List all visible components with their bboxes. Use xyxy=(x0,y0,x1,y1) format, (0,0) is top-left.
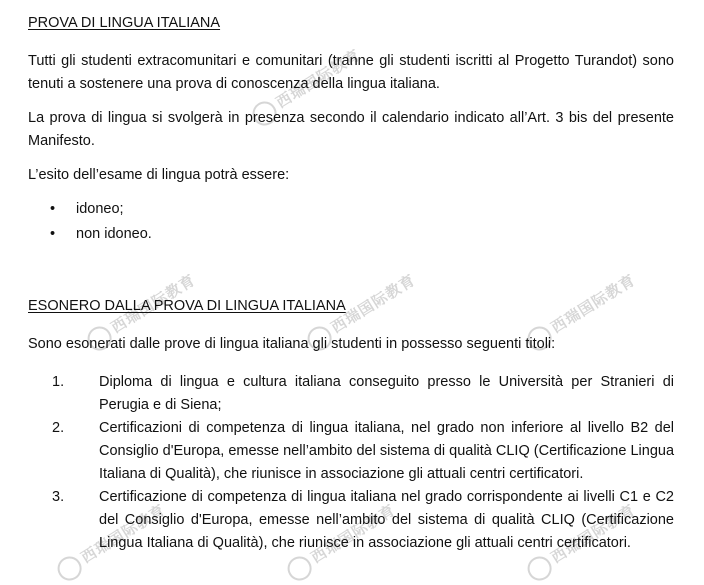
paragraph-requirement: Tutti gli studenti extracomunitari e comunitari (tranne gli studenti iscritti al Progetto Turandot) sono tenuti a sostenere una prova di conoscenza della lingua italiana. xyxy=(28,53,674,92)
watermark-text: 西瑞国际教育 xyxy=(548,271,639,337)
list-item xyxy=(28,371,674,417)
list-item xyxy=(28,486,674,555)
list-number: 1. xyxy=(52,374,65,390)
list-item xyxy=(28,223,674,248)
watermark-text: 西瑞国际教育 xyxy=(308,501,399,567)
list-item-text: Diploma di lingua e cultura italiana conseguito presso le Università per Stranieri di Perugia e di Siena; xyxy=(99,374,674,413)
watermark-logo-icon xyxy=(283,552,316,585)
watermark-logo-icon xyxy=(53,552,86,585)
outcome-list xyxy=(28,198,674,248)
list-number: 2. xyxy=(52,420,65,436)
exemption-list xyxy=(28,371,674,555)
list-item-text: idoneo; xyxy=(76,201,124,217)
watermark-text: 西瑞国际教育 xyxy=(273,46,364,112)
watermark-text: 西瑞国际教育 xyxy=(548,501,639,567)
paragraph-outcome: L’esito dell’esame di lingua potrà essere: xyxy=(28,167,290,183)
watermark-logo-icon xyxy=(523,552,556,585)
paragraph-schedule: La prova di lingua si svolgerà in presenza secondo il calendario indicato all’Art. 3 bis del presente Manifesto. xyxy=(28,110,674,149)
bullet-marker: • xyxy=(50,226,56,242)
document-page xyxy=(28,12,674,555)
watermark-text: 西瑞国际教育 xyxy=(108,271,199,337)
watermark-text: 西瑞国际教育 xyxy=(328,271,419,337)
list-item xyxy=(28,417,674,486)
bullet-marker: • xyxy=(50,201,56,217)
list-item xyxy=(28,198,674,223)
section-heading-prova: PROVA DI LINGUA ITALIANA xyxy=(28,15,221,31)
list-item-text: non idoneo. xyxy=(76,226,152,242)
list-item-text: Certificazione di competenza di lingua italiana nel grado corrispondente ai livelli C1 e C2 del Consiglio d'Europa, emesse nell’ambito del sistema di qualità CLIQ (Certificazione Lingua Italiana di Qualità), che riunisce in associazione gli attuali centri certificatori. xyxy=(99,489,674,551)
list-item-text: Certificazioni di competenza di lingua italiana, nel grado non inferiore al livello B2 del Consiglio d'Europa, emesse nell’ambito del sistema di qualità CLIQ (Certificazione Lingua Italiana di Qualità), che riunisce in associazione gli attuali centri certificatori. xyxy=(99,420,675,482)
section-spacer xyxy=(28,248,674,295)
section-heading-esonero: ESONERO DALLA PROVA DI LINGUA ITALIANA xyxy=(28,298,346,314)
paragraph-exemption-intro: Sono esonerati dalle prove di lingua italiana gli studenti in possesso seguenti titoli: xyxy=(28,336,556,352)
list-number: 3. xyxy=(52,489,65,505)
watermark-text: 西瑞国际教育 xyxy=(78,501,169,567)
